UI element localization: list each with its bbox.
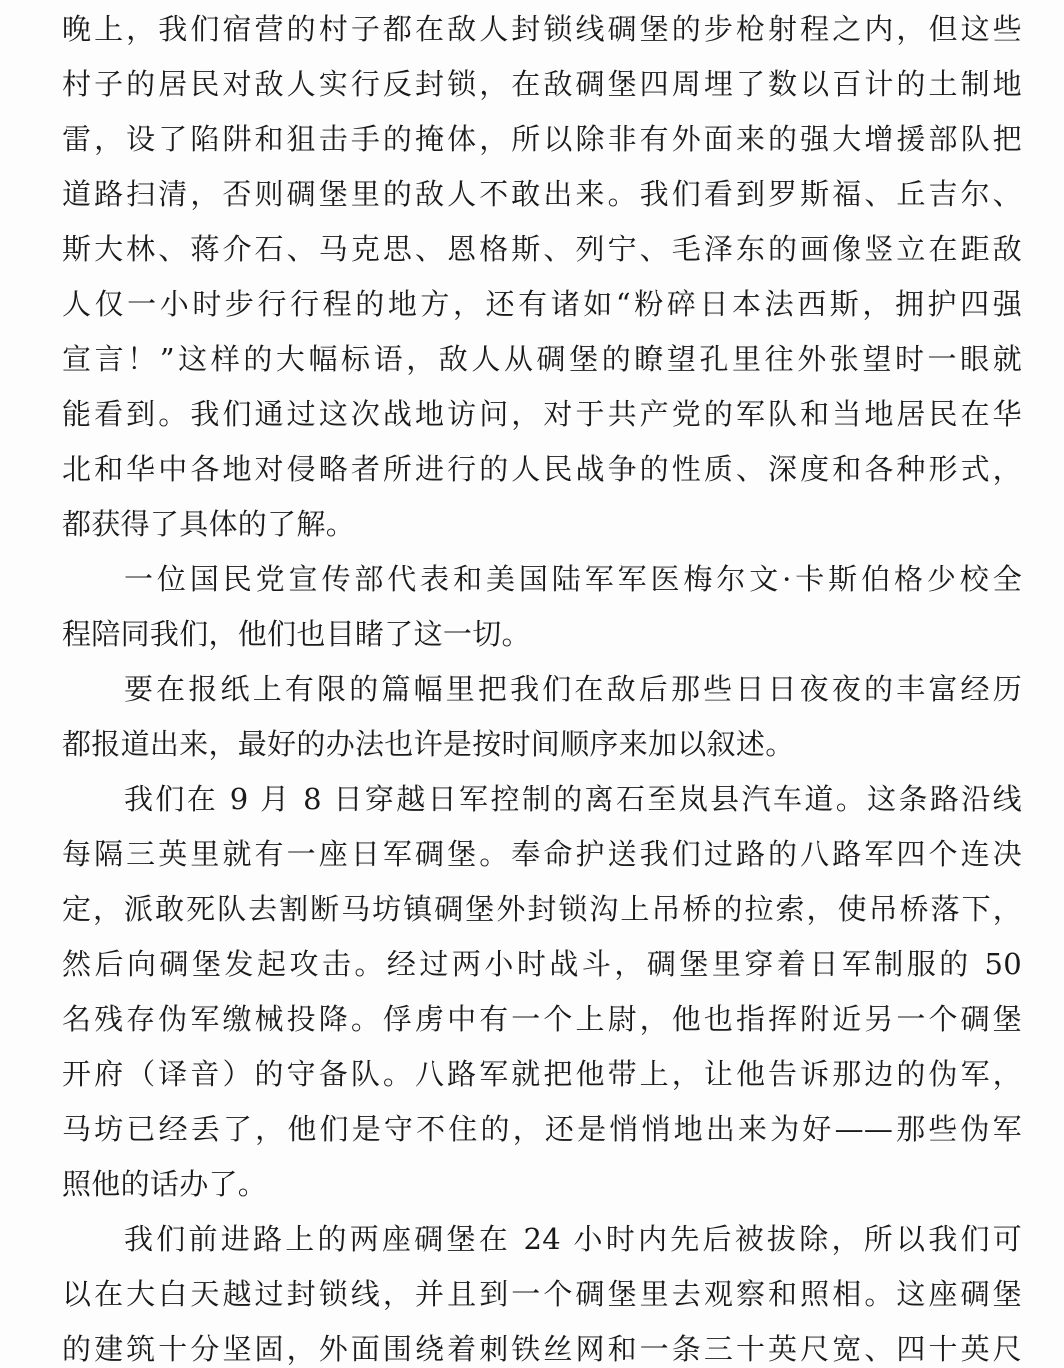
text-line: 然后向碉堡发起攻击。经过两小时战斗，碉堡里穿着日军制服的 50 bbox=[62, 947, 1022, 981]
text-line: 都报道出来，最好的办法也许是按时间顺序来加以叙述。 bbox=[62, 727, 795, 761]
text-line: 都获得了具体的了解。 bbox=[62, 507, 356, 541]
text-line: 道路扫清，否则碉堡里的敌人不敢出来。我们看到罗斯福、丘吉尔、 bbox=[62, 177, 1022, 211]
text-line: 雷，设了陷阱和狙击手的掩体，所以除非有外面来的强大增援部队把 bbox=[62, 122, 1022, 156]
text-line: 晚上，我们宿营的村子都在敌人封锁线碉堡的步枪射程之内，但这些 bbox=[62, 12, 1022, 46]
text-line: 开府（译音）的守备队。八路军就把他带上，让他告诉那边的伪军， bbox=[62, 1057, 1022, 1091]
text-line: 照他的话办了。 bbox=[62, 1167, 268, 1201]
paragraph bbox=[62, 2, 1022, 552]
text-line: 人仅一小时步行行程的地方，还有诸如“粉碎日本法西斯，拥护四强 bbox=[62, 287, 1022, 321]
paragraph bbox=[62, 772, 1022, 1212]
text-line: 北和华中各地对侵略者所进行的人民战争的性质、深度和各种形式， bbox=[62, 452, 1022, 486]
paragraph bbox=[62, 552, 1022, 662]
text-line: 名残存伪军缴械投降。俘虏中有一个上尉，他也指挥附近另一个碉堡 bbox=[62, 1002, 1022, 1036]
paragraph bbox=[62, 662, 1022, 772]
text-line: 我们前进路上的两座碉堡在 24 小时内先后被拔除，所以我们可 bbox=[124, 1222, 1022, 1256]
text-line: 我们在 9 月 8 日穿越日军控制的离石至岚县汽车道。这条路沿线 bbox=[124, 782, 1022, 816]
text-line: 以在大白天越过封锁线，并且到一个碉堡里去观察和照相。这座碉堡 bbox=[62, 1277, 1022, 1311]
text-line: 程陪同我们，他们也目睹了这一切。 bbox=[62, 617, 531, 651]
paragraph bbox=[62, 1212, 1022, 1368]
text-line: 的建筑十分坚固，外面围绕着刺铁丝网和一条三十英尺宽、四十英尺 bbox=[62, 1332, 1022, 1366]
text-line: 斯大林、蒋介石、马克思、恩格斯、列宁、毛泽东的画像竖立在距敌 bbox=[62, 232, 1022, 266]
text-line: 马坊已经丢了，他们是守不住的，还是悄悄地出来为好——那些伪军 bbox=[62, 1112, 1022, 1146]
text-line: 能看到。我们通过这次战地访问，对于共产党的军队和当地居民在华 bbox=[62, 397, 1022, 431]
text-line: 定，派敢死队去割断马坊镇碉堡外封锁沟上吊桥的拉索，使吊桥落下， bbox=[62, 892, 1022, 926]
text-line: 村子的居民对敌人实行反封锁，在敌碉堡四周埋了数以百计的土制地 bbox=[62, 67, 1022, 101]
text-line: 宣言！”这样的大幅标语，敌人从碉堡的瞭望孔里往外张望时一眼就 bbox=[62, 342, 1022, 376]
text-line: 每隔三英里就有一座日军碉堡。奉命护送我们过路的八路军四个连决 bbox=[62, 837, 1022, 871]
text-line: 一位国民党宣传部代表和美国陆军军医梅尔文·卡斯伯格少校全 bbox=[124, 562, 1022, 596]
body-text bbox=[62, 2, 1022, 1368]
text-line: 要在报纸上有限的篇幅里把我们在敌后那些日日夜夜的丰富经历 bbox=[124, 672, 1022, 706]
